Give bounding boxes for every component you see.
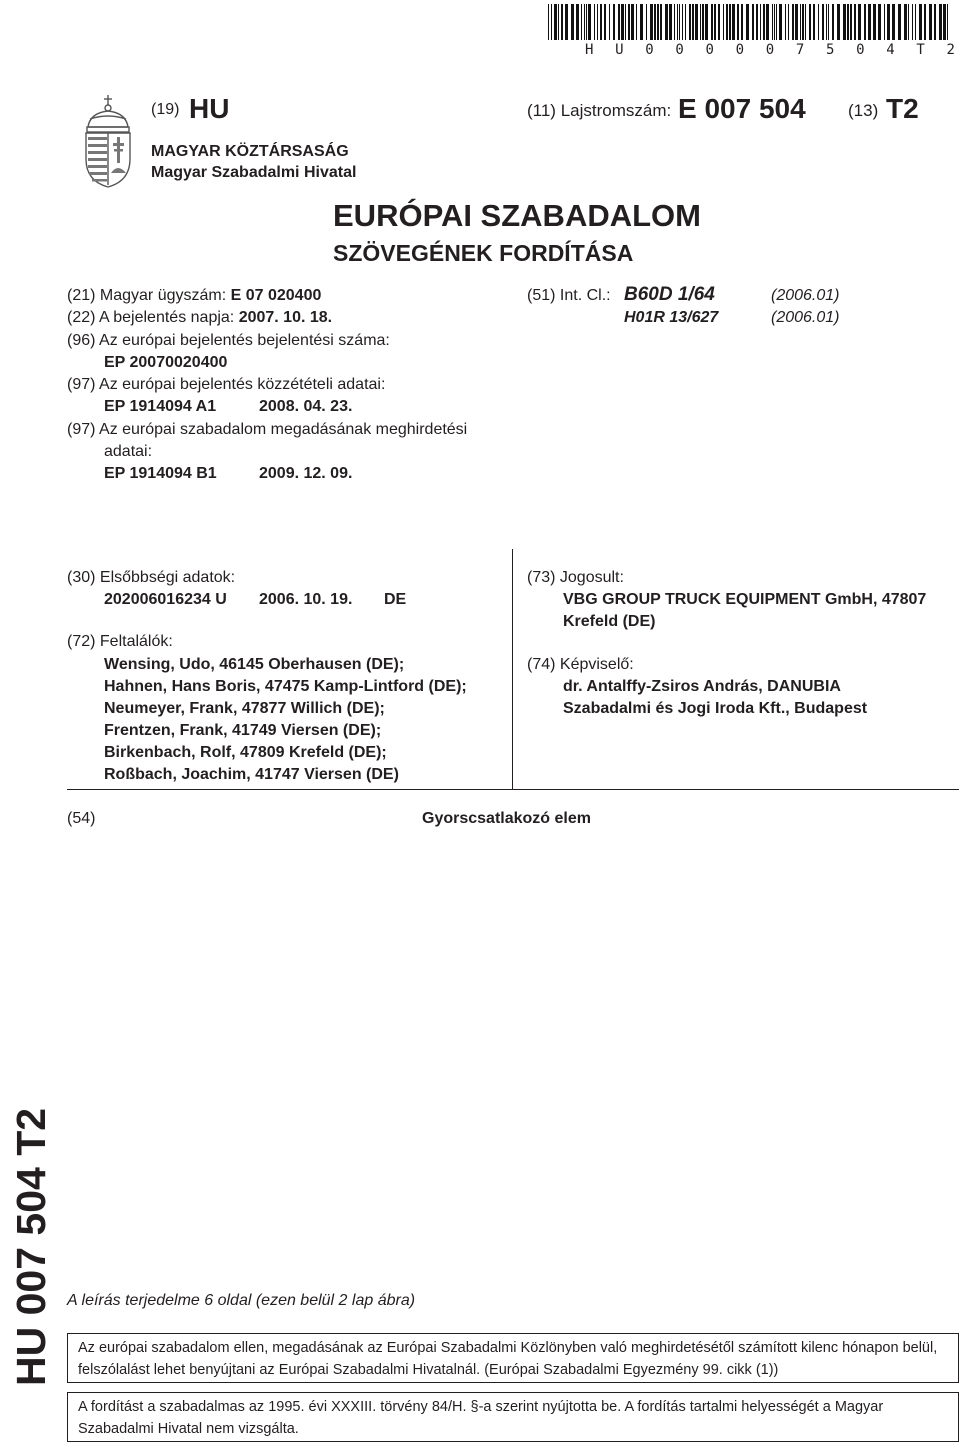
barcode-bar [912,4,913,40]
barcode-bar [892,4,895,40]
barcode-bar [741,4,743,40]
barcode-bar [858,4,861,40]
barcode-bar [625,4,626,40]
barcode-bar [711,4,713,40]
barcode-bar [802,4,804,40]
barcode-bar [847,4,849,40]
barcode-bar [665,4,668,40]
barcode-bar [774,4,775,40]
title-label: (54) [67,810,96,827]
barcode-char: 0 [645,42,654,58]
barcode-bar [873,4,876,40]
barcode-char: 0 [765,42,775,58]
barcode-bar [631,4,634,40]
barcode-bar [934,4,936,40]
barcode-char: 0 [856,42,865,58]
barcode-bar [826,4,827,40]
barcode-bar [828,4,829,40]
barcode-bar [752,4,754,40]
barcode-bar [868,4,871,40]
barcode-char: T [916,42,925,58]
barcode-bar [714,4,716,40]
barcode-text [585,42,955,58]
country-name: MAGYAR KÖZTÁRSASÁG [151,143,349,160]
office-name: Magyar Szabadalmi Hivatal [151,164,357,181]
barcode-bar [679,4,680,40]
barcode-bar [813,4,815,40]
barcode-bar [818,4,819,40]
field-97b-label-1: (97) Az európai szabadalom megadásának meghirdetési [67,421,468,438]
barcode-bar [800,4,801,40]
barcode-bar [785,4,786,40]
inventors-label: (72) Feltalálók: [67,633,173,650]
barcode-bar [884,4,885,40]
barcode-bar [584,4,585,40]
barcode-bar [588,4,591,40]
priority-country: DE [384,591,407,608]
barcode-bar [746,4,749,40]
inventor-name: Roßbach, Joachim, 41747 Viersen (DE) [104,766,399,783]
barcode-bar [732,4,735,40]
barcode-bar [685,4,686,40]
barcode-bar [760,4,761,40]
field-97b-date: 2009. 12. 09. [259,465,353,482]
opposition-notice-box [67,1333,959,1383]
barcode-bar [705,4,708,40]
barcode-bar [908,4,909,40]
barcode-bar [682,4,683,40]
field-97b-label-2: adatai: [104,443,153,460]
barcode-bar [795,4,798,40]
barcode-bar [915,4,916,40]
barcode-bar [737,4,739,40]
barcode-bar [621,4,624,40]
field-21-label: (21) Magyar ügyszám: [67,287,227,304]
barcode-bar [898,4,901,40]
barcode-char: 2 [946,42,955,58]
representative-firm: Szabadalmi és Jogi Iroda Kft. [563,700,786,717]
barcode-bar [646,4,647,40]
inventor-name: Wensing, Udo, 46145 Oberhausen (DE); [104,656,405,673]
barcode-char: U [615,42,624,58]
barcode-bar [695,4,698,40]
field-97a-date: 2008. 04. 23. [259,398,353,415]
barcode-bar [929,4,932,40]
barcode-bar [604,4,606,40]
inventor-name: Neumeyer, Frank, 47877 Willich (DE); [104,700,385,717]
barcode-bar [788,4,789,40]
barcode-bar [763,4,765,40]
barcode-bar [723,4,724,40]
barcode-char: H [585,42,594,58]
barcode-bar [636,4,637,40]
field-22-value: 2007. 10. 18. [238,309,333,326]
barcode-bar [864,4,866,40]
barcode-bar [792,4,794,40]
field-22-label: (22) A bejelentés napja: [67,309,235,326]
inventor-name: Hahnen, Hans Boris, 47475 Kamp-Lintford (DE); [104,678,467,695]
barcode-bar [850,4,852,40]
barcode-bar [843,4,846,40]
barcode-bar [650,4,653,40]
field-96-value: EP 20070020400 [104,354,228,371]
barcode-bar [677,4,678,40]
barcode-char: 0 [675,42,684,58]
barcode-char: 4 [886,42,895,58]
barcode-bar [581,4,582,40]
barcode-char: 0 [705,42,714,58]
field-97a-label: (97) Az európai bejelentés közzétételi adatai: [67,376,386,393]
hungarian-coat-of-arms-icon [80,93,136,189]
code19-label: (19) [151,101,180,118]
code13-label: (13) [848,101,879,120]
representative-line: dr. Antalffy-Zsiros András, DANUBIA [563,678,841,695]
barcode-bar [689,4,691,40]
barcode-bar [805,4,806,40]
barcode-bar [613,4,615,40]
barcode-bar [700,4,701,40]
barcode-bar [551,4,552,40]
barcode-bar [674,4,675,40]
section-divider [67,789,959,790]
field-97a-number: EP 1914094 A1 [104,398,217,415]
priority-number: 202006016234 U [104,591,227,608]
barcode-bar [628,4,630,40]
representative-city: , Budapest [785,700,868,717]
field-22 [67,308,332,327]
barcode-bar [779,4,782,40]
field-97b-number: EP 1914094 B1 [104,465,217,482]
classification-code-1: B60D 1/64 [624,284,715,305]
registration-number: E 007 504 [678,93,806,124]
barcode-bar [766,4,769,40]
barcode-bar [576,4,579,40]
barcode-bar [609,4,610,40]
barcode-bar [924,4,926,40]
representative-line [563,699,867,718]
field-21-value: E 07 020400 [230,287,322,304]
side-document-number: HU 007 504 T2 [8,1107,54,1386]
proprietor-line: VBG GROUP TRUCK EQUIPMENT GmbH, 47807 [563,591,927,608]
pages-note: A leírás terjedelme 6 oldal (ezen belül 2 lap ábra) [67,1292,416,1309]
barcode [548,4,954,40]
barcode-bar [756,4,758,40]
barcode-bar [660,4,662,40]
page-subtitle: SZÖVEGÉNEK FORDÍTÁSA [333,240,634,266]
classification-code-2: H01R 13/627 [624,309,719,326]
barcode-char: 0 [735,42,745,58]
invention-title: Gyorscsatlakozó elem [422,810,591,827]
barcode-bar [776,4,777,40]
barcode-char: 7 [795,42,805,58]
barcode-bar [887,4,890,40]
barcode-bar [692,4,694,40]
barcode-bar [943,4,946,40]
translation-notice: A fordítást a szabadalmas az 1995. évi XXXIII. törvény 84/H. §-a szerint nyújtotta be. A fordítás tartalmi helyességét a Magyar Szabadalmi Hivatal nem vizsgálta. [78,1399,884,1437]
barcode-bar [548,4,549,40]
classification-label: (51) Int. Cl.: [527,287,611,304]
code11-label: (11) Lajstromszám: [527,101,672,120]
column-divider [512,549,513,790]
priority-date: 2006. 10. 19. [259,591,353,608]
barcode-bar [832,4,834,40]
barcode-bar [809,4,811,40]
opposition-notice: Az európai szabadalom ellen, megadásának az Európai Szabadalmi Közlönyben való meghirdetésétől számított kilenc hónapon belül, felszólalást lehet benyújtani az Európai Szabadalmi Hivatalnál. (Európai Szabadalmi Egyezmény 99. cikk (1)) [78,1340,938,1378]
country-code: HU [189,93,230,124]
barcode-bar [669,4,672,40]
barcode-bar [919,4,922,40]
barcode-bar [718,4,720,40]
barcode-bar [600,4,602,40]
barcode-bar [640,4,643,40]
barcode-bar [565,4,568,40]
classification-version-1: (2006.01) [771,287,840,304]
barcode-bar [558,4,559,40]
document-kind: T2 [886,93,919,124]
barcode-bar [586,4,587,40]
barcode-bar [822,4,824,40]
barcode-bar [618,4,620,40]
barcode-bar [561,4,563,40]
field-96-label: (96) Az európai bejelentés bejelentési száma: [67,332,390,349]
representative-label: (74) Képviselő: [527,656,634,673]
classification-version-2: (2006.01) [771,309,840,326]
barcode-bar [854,4,856,40]
barcode-bar [729,4,731,40]
priority-label: (30) Elsőbbségi adatok: [67,569,236,586]
barcode-char: 5 [826,42,835,58]
barcode-bar [597,4,598,40]
barcode-bar [947,4,948,40]
barcode-bar [571,4,574,40]
barcode-bar [878,4,881,40]
barcode-bar [772,4,773,40]
translation-notice-box [67,1392,959,1442]
page-title: EURÓPAI SZABADALOM [333,198,701,233]
barcode-bar [657,4,659,40]
field-21 [67,286,321,305]
barcode-bar [939,4,942,40]
proprietor-label: (73) Jogosult: [527,569,624,586]
barcode-bar [904,4,907,40]
barcode-bar [837,4,840,40]
barcode-bar [726,4,728,40]
barcode-bar [554,4,557,40]
barcode-bar [594,4,595,40]
inventor-name: Frentzen, Frank, 41749 Viersen (DE); [104,722,382,739]
barcode-bar [654,4,656,40]
proprietor-line: Krefeld (DE) [563,613,656,630]
inventor-name: Birkenbach, Rolf, 47809 Krefeld (DE); [104,744,387,761]
barcode-bar [702,4,704,40]
